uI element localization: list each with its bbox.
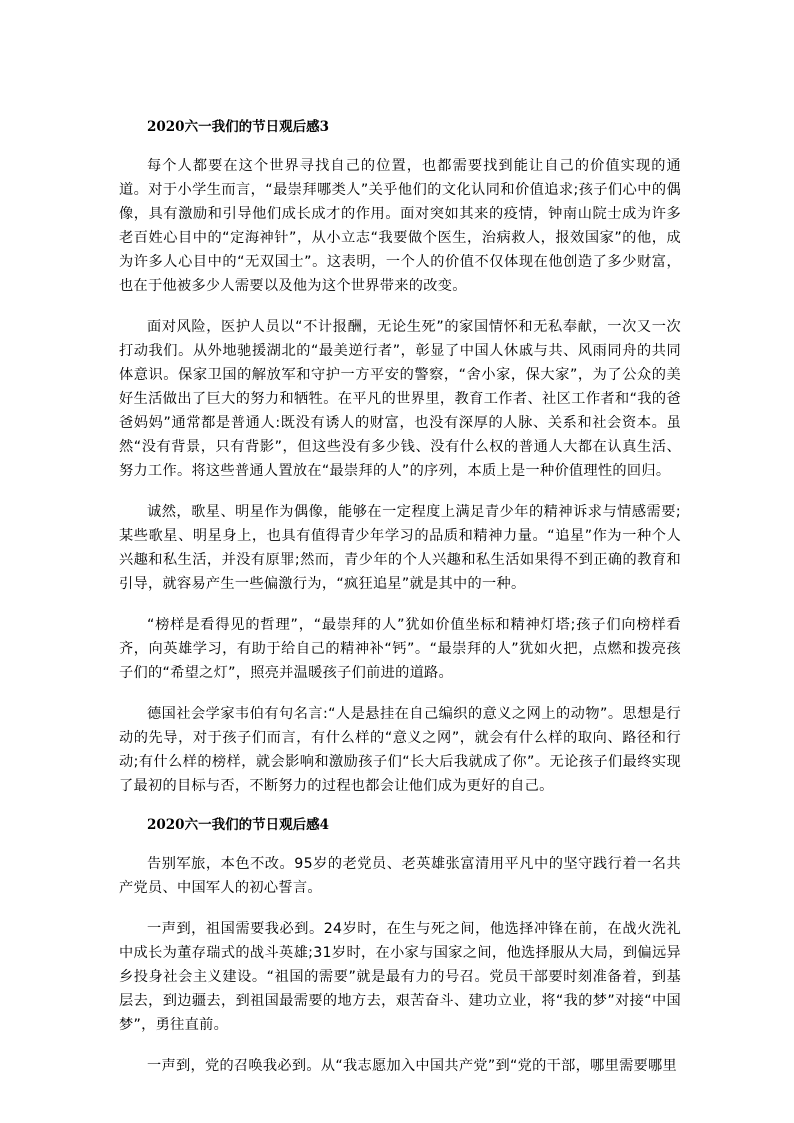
paragraph: 一声到，党的召唤我必到。从“我志愿加入中国共产党”到“党的干部，哪里需要哪里	[147, 1058, 678, 1074]
paragraph: 告别军旅，本色不改。95岁的老党员、老英雄张富清用平凡中的坚守践行着一名共产党员、中国军人的初心誓言。	[119, 856, 681, 896]
section-heading-3: 2020六一我们的节日观后感3	[147, 119, 329, 135]
paragraph: 每个人都要在这个世界寻找自己的位置，也都需要找到能让自己的价值实现的通道。对于小学生而言，“最崇拜哪类人”关乎他们的文化认同和价值追求;孩子们心中的偶像，具有激励和引导他们成长成才的作用。面对突如其来的疫情，钟南山院士成为许多老百姓心目中的“定海神针”，从小立志“我要做个医生，治病救人，报效国家”的他，成为许多人心目中的“无双国士”。这表明，一个人的价值不仅体现在他创造了多少财富，也在于他被多少人需要以及他为这个世界带来的改变。	[119, 158, 681, 294]
paragraph: 诚然，歌星、明星作为偶像，能够在一定程度上满足青少年的精神诉求与情感需要;某些歌星、明星身上，也具有值得青少年学习的品质和精神力量。“追星”作为一种个人兴趣和私生活，并没有原罪;然而，青少年的个人兴趣和私生活如果得不到正确的教育和引导，就容易产生一些偏激行为，“疯狂追星”就是其中的一种。	[119, 504, 681, 592]
paragraph: “榜样是看得见的哲理”，“最崇拜的人”犹如价值坐标和精神灯塔;孩子们向榜样看齐，向英雄学习，有助于给自己的精神补“钙”。“最崇拜的人”犹如火把，点燃和拨亮孩子们的“希望之灯”，照亮并温暖孩子们前进的道路。	[119, 617, 681, 681]
document-body	[119, 117, 681, 1078]
paragraph: 德国社会学家韦伯有句名言:“人是悬挂在自己编织的意义之网上的动物”。思想是行动的先导，对于孩子们而言，有什么样的“意义之网”，就会有什么样的取向、路径和行动;有什么样的榜样，就会影响和激励孩子们“长大后我就成了你”。无论孩子们最终实现了最初的目标与否，不断努力的过程也都会让他们成为更好的自己。	[119, 706, 681, 794]
section-heading-4: 2020六一我们的节日观后感4	[147, 817, 329, 833]
paragraph: 面对风险，医护人员以“不计报酬，无论生死”的家国情怀和无私奉献，一次又一次打动我们。从外地驰援湖北的“最美逆行者”，彰显了中国人休戚与共、风雨同舟的共同体意识。保家卫国的解放军和守护一方平安的警察，“舍小家，保大家”，为了公众的美好生活做出了巨大的努力和牺牲。在平凡的世界里，教育工作者、社区工作者和“我的爸爸妈妈”通常都是普通人:既没有诱人的财富，也没有深厚的人脉、关系和社会资本。虽然“没有背景，只有背影”，但这些没有多少钱、没有什么权的普通人大都在认真生活、努力工作。将这些普通人置放在“最崇拜的人”的序列，本质上是一种价值理性的回归。	[119, 319, 681, 479]
paragraph: 一声到，祖国需要我必到。24岁时，在生与死之间，他选择冲锋在前，在战火洗礼中成长为董存瑞式的战斗英雄;31岁时，在小家与国家之间，他选择服从大局，到偏远异乡投身社会主义建设。“祖国的需要”就是最有力的号召。党员干部要时刻准备着，到基层去，到边疆去，到祖国最需要的地方去，艰苦奋斗、建功立业，将“我的梦”对接“中国梦”，勇往直前。	[119, 921, 681, 1033]
